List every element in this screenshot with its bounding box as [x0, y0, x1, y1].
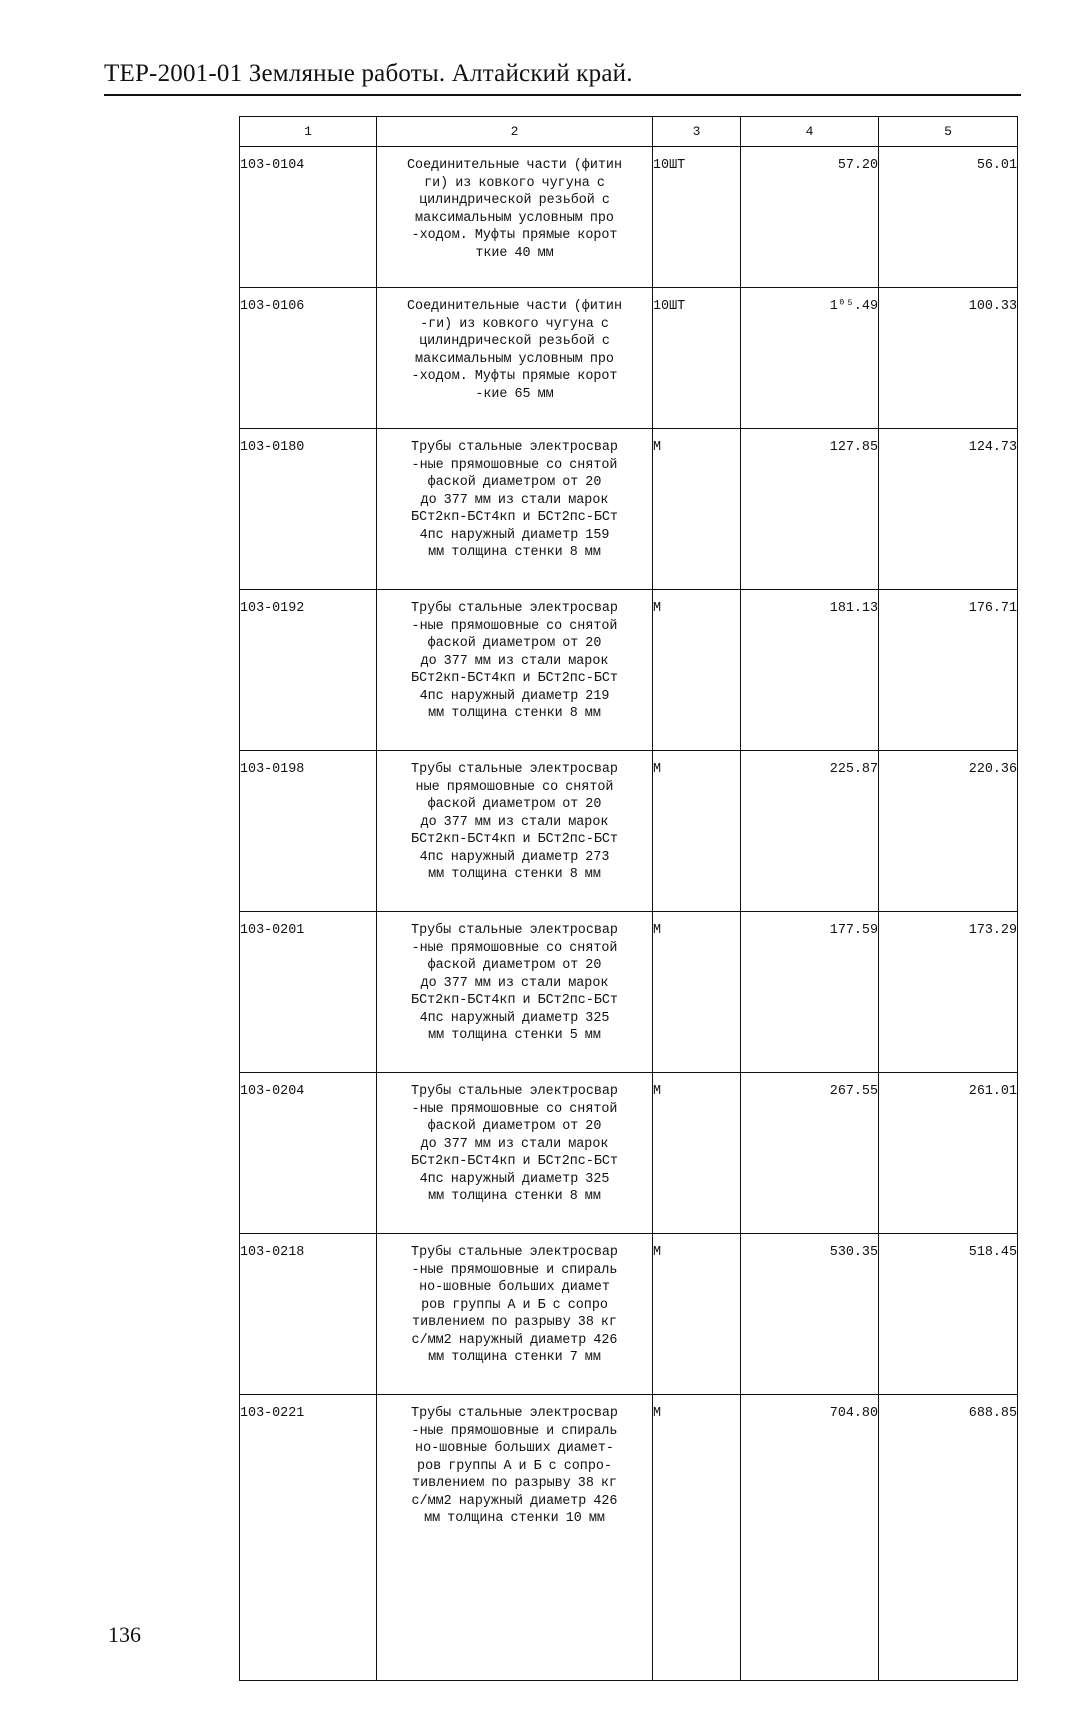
- description-line: тивлением по разрыву 38 кг: [412, 1476, 617, 1491]
- price-cell-col4: 225.87: [741, 751, 879, 912]
- price-cell-col5: 124.73: [879, 429, 1018, 590]
- description-line: мм толщина стенки 8 мм: [428, 867, 601, 882]
- description-line: ров группы А и Б с сопро: [421, 1297, 608, 1313]
- price-cell-col5: 100.33: [879, 288, 1018, 429]
- description-line: мм толщина стенки 8 мм: [428, 706, 601, 721]
- description-line: БСт2кп-БСт4кп и БСт2пс-БСт: [411, 832, 618, 847]
- item-code-cell: 103-0221: [240, 1395, 377, 1681]
- price-cell-col4: 181.13: [741, 590, 879, 751]
- price-cell-col4: 127.85: [741, 429, 879, 590]
- column-header: 3: [653, 117, 741, 147]
- description-line: Трубы стальные электросвар: [411, 923, 618, 938]
- item-description-cell: [377, 147, 653, 288]
- description-line: -ходом. Муфты прямые корот: [411, 369, 618, 384]
- description-line: -ходом. Муфты прямые корот: [411, 228, 618, 243]
- table-row: [240, 1234, 1018, 1395]
- description-line: -ные прямошовные со снятой: [411, 1101, 618, 1117]
- description-line: -ные прямошовные со снятой: [411, 618, 618, 634]
- unit-cell: 10ШТ: [653, 147, 741, 288]
- description-line: мм толщина стенки 8 мм: [428, 545, 601, 560]
- description-line: мм толщина стенки 10 мм: [424, 1511, 605, 1526]
- description-line: -ные прямошовные со снятой: [411, 457, 618, 473]
- description-line: Трубы стальные электросвар: [411, 440, 618, 455]
- description-line: Трубы стальные электросвар: [411, 601, 618, 616]
- unit-cell: 10ШТ: [653, 288, 741, 429]
- item-description-cell: [377, 1395, 653, 1681]
- table-row: [240, 429, 1018, 590]
- item-code-cell: 103-0198: [240, 751, 377, 912]
- description-line: -ги) из ковкого чугуна с: [420, 316, 609, 332]
- description-line: БСт2кп-БСт4кп и БСт2пс-БСт: [411, 1154, 618, 1169]
- description-line: фаской диаметром от 20: [427, 636, 602, 651]
- description-line: максимальным условным про: [415, 210, 614, 226]
- description-line: с/мм2 наружный диаметр 426: [411, 1493, 618, 1509]
- item-description-cell: [377, 1073, 653, 1234]
- table-row: [240, 288, 1018, 429]
- item-code-cell: 103-0192: [240, 590, 377, 751]
- unit-cell: М: [653, 912, 741, 1073]
- description-line: цилиндрической резьбой с: [419, 193, 610, 208]
- page-header-title: ТЕР-2001-01 Земляные работы. Алтайский край.: [104, 60, 633, 87]
- description-line: мм толщина стенки 7 мм: [428, 1350, 601, 1365]
- unit-cell: М: [653, 1234, 741, 1395]
- description-line: 4пс наружный диаметр 159: [419, 527, 610, 543]
- price-cell-col4: 57.20: [741, 147, 879, 288]
- table-row: [240, 1073, 1018, 1234]
- description-line: ткие 40 мм: [475, 245, 554, 261]
- description-line: ров группы А и Б с сопро-: [417, 1458, 612, 1474]
- item-code-cell: 103-0201: [240, 912, 377, 1073]
- description-line: до 377 мм из стали марок: [420, 814, 609, 830]
- description-line: 4пс наружный диаметр 219: [419, 688, 610, 704]
- description-line: цилиндрической резьбой с: [419, 334, 610, 349]
- table-row: [240, 751, 1018, 912]
- item-code-cell: 103-0180: [240, 429, 377, 590]
- header-divider: [104, 94, 1021, 96]
- description-line: до 377 мм из стали марок: [420, 653, 609, 669]
- description-line: фаской диаметром от 20: [427, 797, 602, 812]
- description-line: ги) из ковкого чугуна с: [424, 175, 605, 191]
- price-cell-col4: 267.55: [741, 1073, 879, 1234]
- description-line: тивлением по разрыву 38 кг: [412, 1315, 617, 1330]
- table-header-row: [240, 117, 1018, 147]
- item-description-cell: [377, 751, 653, 912]
- price-cell-col4: 1⁰⁵.49: [741, 288, 879, 429]
- price-cell-col5: 173.29: [879, 912, 1018, 1073]
- item-description-cell: [377, 912, 653, 1073]
- description-line: Трубы стальные электросвар: [411, 1406, 618, 1421]
- description-line: 4пс наружный диаметр 273: [419, 849, 610, 865]
- price-cell-col5: 688.85: [879, 1395, 1018, 1681]
- price-cell-col5: 220.36: [879, 751, 1018, 912]
- description-line: мм толщина стенки 5 мм: [428, 1028, 601, 1043]
- description-line: фаской диаметром от 20: [427, 475, 602, 490]
- description-line: фаской диаметром от 20: [427, 958, 602, 973]
- unit-cell: М: [653, 590, 741, 751]
- item-description-cell: [377, 429, 653, 590]
- price-cell-col5: 261.01: [879, 1073, 1018, 1234]
- description-line: но-шовные больших диамет-: [415, 1441, 614, 1456]
- description-line: Трубы стальные электросвар: [411, 1084, 618, 1099]
- item-description-cell: [377, 288, 653, 429]
- description-line: -кие 65 мм: [475, 386, 554, 402]
- table-row: [240, 912, 1018, 1073]
- description-line: -ные прямошовные со снятой: [411, 940, 618, 956]
- item-code-cell: 103-0218: [240, 1234, 377, 1395]
- item-description-cell: [377, 590, 653, 751]
- unit-cell: М: [653, 1073, 741, 1234]
- description-line: Соединительные части (фитин: [407, 158, 622, 173]
- description-line: -ные прямошовные и спираль: [411, 1262, 618, 1278]
- table-row: [240, 590, 1018, 751]
- description-line: до 377 мм из стали марок: [420, 975, 609, 991]
- price-cell-col4: 177.59: [741, 912, 879, 1073]
- price-cell-col4: 530.35: [741, 1234, 879, 1395]
- page-number: 136: [108, 1622, 141, 1647]
- item-description-cell: [377, 1234, 653, 1395]
- table-row: [240, 147, 1018, 288]
- description-line: Соединительные части (фитин: [407, 299, 622, 314]
- description-line: БСт2кп-БСт4кп и БСт2пс-БСт: [411, 671, 618, 686]
- price-cell-col5: 56.01: [879, 147, 1018, 288]
- description-line: 4пс наружный диаметр 325: [419, 1010, 610, 1026]
- unit-cell: М: [653, 1395, 741, 1681]
- table-row: [240, 1395, 1018, 1681]
- column-header: 2: [377, 117, 653, 147]
- price-cell-col5: 176.71: [879, 590, 1018, 751]
- item-code-cell: 103-0204: [240, 1073, 377, 1234]
- price-table: [239, 116, 1018, 1681]
- price-cell-col4: 704.80: [741, 1395, 879, 1681]
- item-code-cell: 103-0106: [240, 288, 377, 429]
- description-line: с/мм2 наружный диаметр 426: [411, 1332, 618, 1348]
- description-line: БСт2кп-БСт4кп и БСт2пс-БСт: [411, 510, 618, 525]
- description-line: ные прямошовные со снятой: [415, 779, 614, 795]
- description-line: но-шовные больших диамет: [419, 1280, 610, 1295]
- column-header: 5: [879, 117, 1018, 147]
- description-line: мм толщина стенки 8 мм: [428, 1189, 601, 1204]
- description-line: -ные прямошовные и спираль: [411, 1423, 618, 1439]
- description-line: до 377 мм из стали марок: [420, 492, 609, 508]
- unit-cell: М: [653, 751, 741, 912]
- item-code-cell: 103-0104: [240, 147, 377, 288]
- price-cell-col5: 518.45: [879, 1234, 1018, 1395]
- unit-cell: М: [653, 429, 741, 590]
- description-line: БСт2кп-БСт4кп и БСт2пс-БСт: [411, 993, 618, 1008]
- description-line: до 377 мм из стали марок: [420, 1136, 609, 1152]
- column-header: 1: [240, 117, 377, 147]
- description-line: максимальным условным про: [415, 351, 614, 367]
- column-header: 4: [741, 117, 879, 147]
- description-line: фаской диаметром от 20: [427, 1119, 602, 1134]
- description-line: Трубы стальные электросвар: [411, 1245, 618, 1260]
- description-line: Трубы стальные электросвар: [411, 762, 618, 777]
- description-line: 4пс наружный диаметр 325: [419, 1171, 610, 1187]
